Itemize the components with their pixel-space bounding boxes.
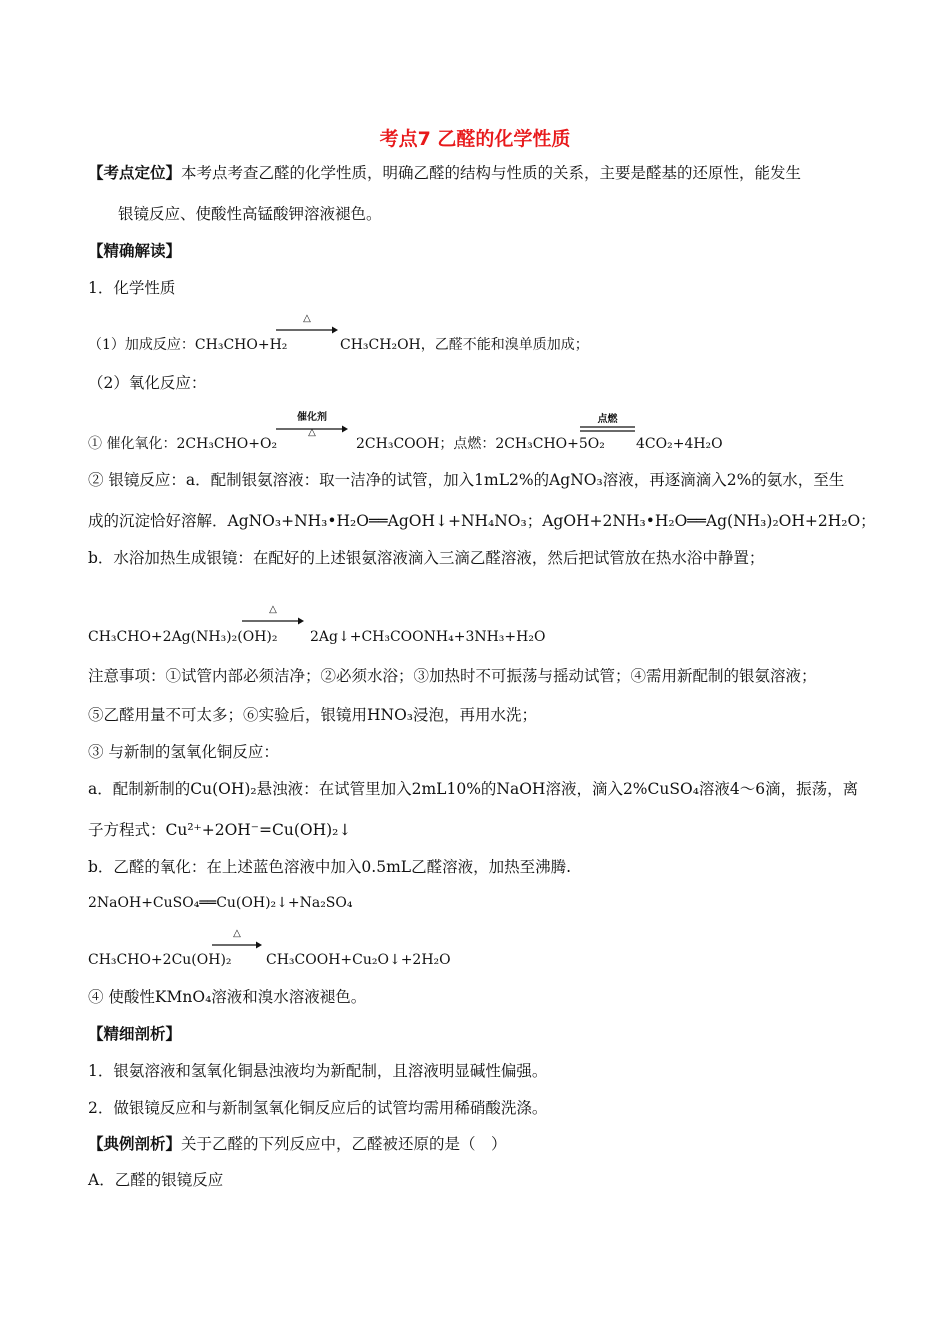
heat-condition: △ [308,427,316,438]
example-line [88,1134,507,1154]
burn-equal-sign [580,414,635,436]
arrow-icon [212,940,262,950]
arrow-icon [242,616,304,626]
section-chemical-properties: 1．化学性质 [88,279,176,297]
page-title: 考点7 乙醛的化学性质 [379,128,571,150]
notes-line-2: ⑤乙醛用量不可太多；⑥实验后，银镜用HNO₃浸泡，再用水洗； [88,706,538,724]
silver-line-2: 成的沉淀恰好溶解．AgNO₃+NH₃•H₂O══AgOH↓+NH₄NO₃；AgOH+2NH₃•H₂O══Ag(NH₃)₂OH+2H₂O； [88,512,876,530]
copper-eq2-arrow [212,928,262,954]
addition-condition: △ [303,313,311,324]
analysis-label: 【精细剖析】 [88,1025,182,1043]
silver-line-3: b．水浴加热生成银镜：在配好的上述银氨溶液滴入三滴乙醛溶液，然后把试管放在热水浴中静置； [88,549,765,567]
arrow-icon [276,325,338,335]
notes-line-1: 注意事项：①试管内部必须洁净；②必须水浴；③加热时不可振荡与摇动试管；④需用新配制的银氨溶液； [88,667,817,685]
reading-label: 【精确解读】 [88,242,182,260]
burn-condition: 点燃 [597,414,618,425]
silver-eq-arrow [242,604,304,630]
positioning-label: 【考点定位】 [88,164,182,182]
addition-arrow [276,313,338,339]
copper-title: ③ 与新制的氢氧化铜反应： [88,743,279,761]
catalytic-arrow [276,412,348,438]
positioning-line-2: 银镜反应、使酸性高锰酸钾溶液褪色。 [118,205,382,223]
copper-eq2-left: CH₃CHO+2Cu(OH)₂ [88,952,232,968]
silver-eq-left: CH₃CHO+2Ag(NH₃)₂(OH)₂ [88,629,278,645]
silver-eq-condition: △ [269,604,277,615]
catalytic-suffix: 4CO₂+4H₂O [636,436,723,452]
copper-eq2-right: CH₃COOH+Cu₂O↓+2H₂O [266,952,451,968]
copper-line-2: 子方程式：Cu²⁺+2OH⁻=Cu(OH)₂↓ [88,821,352,839]
catalyst-condition: 催化剂 [297,412,327,423]
addition-suffix: CH₃CH₂OH，乙醛不能和溴单质加成； [340,337,589,353]
kmno4-line: ④ 使酸性KMnO₄溶液和溴水溶液褪色。 [88,988,367,1006]
catalytic-prefix: ① 催化氧化：2CH₃CHO+O₂ [88,436,278,452]
addition-prefix: （1）加成反应：CH₃CHO+H₂ [88,337,288,353]
positioning-line-1 [88,163,801,183]
copper-eq2-condition: △ [233,928,241,939]
silver-line-1: ② 银镜反应：a．配制银氨溶液：取一洁净的试管，加入1mL2%的AgNO₃溶液，再逐滴滴入2%的氨水，至生 [88,471,845,489]
example-question: 关于乙醛的下列反应中，乙醛被还原的是（ ） [181,1135,507,1153]
positioning-text-1: 本考点考查乙醛的化学性质，明确乙醛的结构与性质的关系，主要是醛基的还原性，能发生 [181,164,802,182]
double-line-icon [580,425,635,433]
example-label: 【典例剖析】 [88,1135,182,1153]
analysis-line-1: 1．银氨溶液和氢氧化铜悬浊液均为新配制，且溶液明显碱性偏强。 [88,1062,548,1080]
copper-eq-1: 2NaOH+CuSO₄══Cu(OH)₂↓+Na₂SO₄ [88,895,353,911]
copper-line-1: a．配制新制的Cu(OH)₂悬浊液：在试管里加入2mL10%的NaOH溶液，滴入2%CuSO₄溶液4～6滴，振荡，离 [88,780,859,798]
option-a: A．乙醛的银镜反应 [88,1171,224,1189]
oxidation-title: （2）氧化反应： [88,374,207,392]
analysis-line-2: 2．做银镜反应和与新制氢氧化铜反应后的试管均需用稀硝酸洗涤。 [88,1099,548,1117]
silver-eq-right: 2Ag↓+CH₃COONH₄+3NH₃+H₂O [310,629,546,645]
copper-line-3: b．乙醛的氧化：在上述蓝色溶液中加入0.5mL乙醛溶液，加热至沸腾. [88,858,571,876]
catalytic-middle: 2CH₃COOH；点燃：2CH₃CHO+5O₂ [356,436,605,452]
